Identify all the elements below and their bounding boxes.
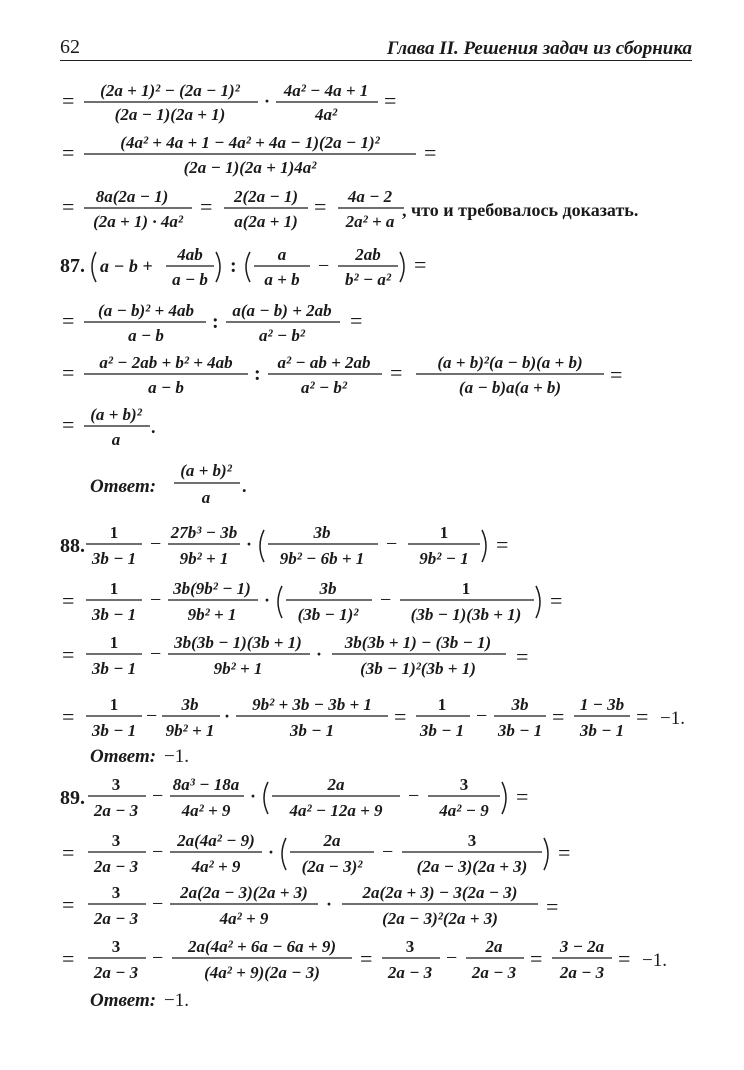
- p88b-den1: 3b − 1: [91, 605, 137, 624]
- svg-text:=: =: [360, 946, 373, 971]
- p88c-den2: 9b² + 1: [213, 659, 263, 678]
- p88c-den1: 3b − 1: [91, 659, 137, 678]
- l1-den1: (2a − 1)(2a + 1): [114, 105, 226, 124]
- ans87-num1: (a + b)²: [180, 461, 232, 480]
- problem-88-step-2: [0, 628, 744, 682]
- formula-line-3: [0, 180, 744, 234]
- p89a-num4: 3: [459, 775, 469, 794]
- p88d-num2: 3b: [181, 695, 199, 714]
- answer-89-value: −1.: [164, 990, 189, 1011]
- svg-text:=: =: [314, 194, 327, 219]
- p89c-den3: (2a − 3)²(2a + 3): [382, 909, 498, 928]
- svg-text::: :: [230, 255, 237, 277]
- svg-text:·: ·: [250, 786, 257, 806]
- p89b-den3: (2a − 3)²: [301, 857, 363, 876]
- p88d-den5: 3b − 1: [497, 721, 543, 740]
- p87a-pre: a − b +: [100, 256, 153, 276]
- p88d-den2: 9b² + 1: [165, 721, 215, 740]
- p89c-num1: 3: [111, 883, 121, 902]
- p89c-den1: 2a − 3: [93, 909, 139, 928]
- svg-text:·: ·: [326, 894, 333, 914]
- p88d-num6: 1 − 3b: [579, 695, 625, 714]
- p89a-den4: 4a² − 9: [439, 801, 489, 820]
- svg-text:=: =: [550, 588, 563, 613]
- svg-text:·: ·: [224, 706, 231, 726]
- p87a-num1: 4ab: [177, 245, 203, 264]
- p89d-num1: 3: [111, 937, 121, 956]
- p89b-den2: 4a² + 9: [191, 857, 241, 876]
- svg-text:·: ·: [268, 842, 275, 862]
- svg-text:−: −: [150, 589, 162, 611]
- svg-text:−: −: [152, 893, 164, 915]
- p89d-den5: 2a − 3: [559, 963, 605, 982]
- svg-text:=: =: [62, 140, 75, 165]
- p89c-den2: 4a² + 9: [219, 909, 269, 928]
- svg-text:=: =: [636, 704, 649, 729]
- svg-text:=: =: [62, 840, 75, 865]
- svg-text:=: =: [516, 644, 529, 669]
- p87c-den1: a − b: [148, 378, 184, 397]
- p89d-num4: 2a: [485, 937, 503, 956]
- l3-den2: a(2a + 1): [234, 212, 298, 231]
- problem-87-answer: [0, 456, 744, 512]
- p88c-den3: (3b − 1)²(3b + 1): [360, 659, 476, 678]
- p89b-num2: 2a(4a² − 9): [177, 831, 255, 850]
- p89a-den3: 4a² − 12a + 9: [289, 801, 383, 820]
- svg-text:−: −: [446, 947, 458, 969]
- conclusion-text: , что и требовалось доказать.: [402, 200, 639, 220]
- formula-line-2: [0, 128, 744, 180]
- svg-text:=: =: [558, 840, 571, 865]
- svg-text:=: =: [394, 704, 407, 729]
- svg-text:·: ·: [316, 644, 323, 664]
- svg-text:=: =: [610, 362, 623, 387]
- p88b-den2: 9b² + 1: [187, 605, 237, 624]
- p88b-num3: 3b: [319, 579, 337, 598]
- svg-text:=: =: [350, 308, 363, 333]
- p88a-num1: 1: [109, 523, 119, 542]
- p89a-den2: 4a² + 9: [181, 801, 231, 820]
- problem-87-number: 87.: [60, 255, 85, 277]
- svg-text:=: =: [390, 360, 403, 385]
- p89b-num3: 2a: [323, 831, 341, 850]
- l3-den1: (2a + 1) · 4a²: [93, 212, 183, 231]
- svg-text:−: −: [152, 841, 164, 863]
- p88a-num4: 1: [439, 523, 449, 542]
- svg-text:=: =: [62, 88, 75, 113]
- p87d-den1: a: [111, 430, 121, 449]
- svg-text:=: =: [530, 946, 543, 971]
- l3-num2: 2(2a − 1): [233, 187, 299, 206]
- p87a-num2: a: [277, 245, 287, 264]
- p87a-den1: a − b: [172, 270, 208, 289]
- problem-89-number: 89.: [60, 787, 85, 809]
- svg-text:=: =: [414, 252, 427, 277]
- p89a-den1: 2a − 3: [93, 801, 139, 820]
- l2-den1: (2a − 1)(2a + 1)4a²: [183, 158, 317, 177]
- svg-text:−: −: [146, 705, 158, 727]
- p88d-num5: 3b: [511, 695, 529, 714]
- l3-num1: 8a(2a − 1): [95, 187, 169, 206]
- p89d-den3: 2a − 3: [387, 963, 433, 982]
- p89d-num2: 2a(4a² + 6a − 6a + 9): [187, 937, 337, 956]
- p88a-num3: 3b: [313, 523, 331, 542]
- p87b-den1: a − b: [128, 326, 164, 345]
- svg-text:−: −: [152, 947, 164, 969]
- svg-text:=: =: [516, 784, 529, 809]
- p89c-num3: 2a(2a + 3) − 3(2a − 3): [362, 883, 518, 902]
- p88a-den4: 9b² − 1: [419, 549, 469, 568]
- l1-den2: 4a²: [314, 105, 338, 124]
- ans87-den1: a: [201, 488, 211, 507]
- svg-text:−: −: [152, 785, 164, 807]
- p87c-num2: a² − ab + 2ab: [277, 353, 371, 372]
- p88d-num3: 9b² + 3b − 3b + 1: [252, 695, 372, 714]
- svg-text:−: −: [382, 841, 394, 863]
- p89-result-value: −1.: [642, 950, 667, 971]
- svg-text:·: ·: [246, 534, 253, 554]
- svg-text:=: =: [62, 946, 75, 971]
- p89b-num4: 3: [467, 831, 477, 850]
- svg-text:−: −: [380, 589, 392, 611]
- problem-88-result: [0, 690, 744, 744]
- svg-text:=: =: [62, 360, 75, 385]
- p88-result-value: −1.: [660, 708, 685, 729]
- svg-text::: :: [212, 311, 219, 333]
- p87c-num3: (a + b)²(a − b)(a + b): [437, 353, 583, 372]
- svg-text:=: =: [62, 308, 75, 333]
- problem-88-number: 88.: [60, 535, 85, 557]
- svg-text:−: −: [318, 255, 330, 277]
- svg-text:=: =: [62, 704, 75, 729]
- p87c-den3: (a − b)a(a + b): [458, 378, 562, 397]
- l3-num3: 4a − 2: [347, 187, 393, 206]
- svg-text:.: .: [151, 417, 156, 437]
- problem-88-statement: [0, 518, 744, 572]
- svg-text:=: =: [62, 412, 75, 437]
- p88d-den4: 3b − 1: [419, 721, 465, 740]
- svg-text:·: ·: [264, 91, 271, 111]
- l3-den3: 2a² + a: [345, 212, 395, 231]
- p89d-den2: (4a² + 9)(2a − 3): [204, 963, 320, 982]
- svg-text:−: −: [386, 533, 398, 555]
- svg-text:−: −: [150, 643, 162, 665]
- svg-text:=: =: [62, 194, 75, 219]
- l1-num1: (2a + 1)² − (2a − 1)²: [100, 81, 240, 100]
- svg-text:=: =: [200, 194, 213, 219]
- p88c-num3: 3b(3b + 1) − (3b − 1): [344, 633, 492, 652]
- svg-text:.: .: [242, 476, 247, 496]
- p89c-num2: 2a(2a − 3)(2a + 3): [180, 883, 308, 902]
- p89b-num1: 3: [111, 831, 121, 850]
- problem-89-result: [0, 932, 744, 986]
- p87c-num1: a² − 2ab + b² + 4ab: [99, 353, 233, 372]
- p88d-num1: 1: [109, 695, 119, 714]
- page-header: [60, 34, 692, 61]
- svg-text:·: ·: [264, 590, 271, 610]
- svg-text:=: =: [62, 892, 75, 917]
- l2-num1: (4a² + 4a + 1 − 4a² + 4a − 1)(2a − 1)²: [120, 133, 380, 152]
- svg-text:=: =: [496, 532, 509, 557]
- problem-89-statement: [0, 770, 744, 824]
- svg-text:=: =: [62, 588, 75, 613]
- p87b-den2: a² − b²: [259, 326, 305, 345]
- answer-label-88: Ответ:: [90, 746, 157, 767]
- p88c-num2: 3b(3b − 1)(3b + 1): [174, 633, 302, 652]
- answer-label-87: Ответ:: [90, 476, 157, 497]
- svg-text:=: =: [62, 642, 75, 667]
- running-title: Глава II. Решения задач из сборника: [386, 38, 692, 59]
- problem-88-step-1: [0, 574, 744, 628]
- p87c-den2: a² − b²: [301, 378, 347, 397]
- p87a-den2: a + b: [264, 270, 300, 289]
- svg-text:=: =: [424, 140, 437, 165]
- problem-87-step-2: [0, 348, 744, 400]
- p88d-den1: 3b − 1: [91, 721, 137, 740]
- p89d-den1: 2a − 3: [93, 963, 139, 982]
- p88d-den6: 3b − 1: [579, 721, 625, 740]
- svg-text:−: −: [408, 785, 420, 807]
- p87b-num1: (a − b)² + 4ab: [98, 301, 194, 320]
- problem-87-result: [0, 400, 744, 452]
- svg-text::: :: [254, 363, 261, 385]
- p88b-num4: 1: [461, 579, 471, 598]
- p87d-num1: (a + b)²: [90, 405, 142, 424]
- p89b-den1: 2a − 3: [93, 857, 139, 876]
- p88d-den3: 3b − 1: [289, 721, 335, 740]
- svg-text:=: =: [546, 894, 559, 919]
- svg-text:−: −: [476, 705, 488, 727]
- l1-num2: 4a² − 4a + 1: [283, 81, 369, 100]
- answer-label-89: Ответ:: [90, 990, 157, 1011]
- p88a-den3: 9b² − 6b + 1: [279, 549, 365, 568]
- p88b-num1: 1: [109, 579, 119, 598]
- p89a-num3: 2a: [327, 775, 345, 794]
- problem-89-step-1: [0, 826, 744, 880]
- p89d-den4: 2a − 3: [471, 963, 517, 982]
- p88d-num4: 1: [437, 695, 447, 714]
- formula-line-1: [0, 76, 744, 126]
- p88a-den2: 9b² + 1: [179, 549, 229, 568]
- p88b-den3: (3b − 1)²: [297, 605, 359, 624]
- p88c-num1: 1: [109, 633, 119, 652]
- p87a-den3: b² − a²: [345, 270, 391, 289]
- svg-text:=: =: [384, 88, 397, 113]
- p88b-num2: 3b(9b² − 1): [173, 579, 251, 598]
- page-number: 62: [60, 36, 80, 58]
- p87b-num2: a(a − b) + 2ab: [232, 301, 332, 320]
- problem-87-step-1: [0, 296, 744, 348]
- svg-text:−: −: [150, 533, 162, 555]
- p88a-num2: 27b³ − 3b: [170, 523, 238, 542]
- p89a-num1: 3: [111, 775, 121, 794]
- problem-89-step-2: [0, 878, 744, 932]
- p88b-den4: (3b − 1)(3b + 1): [410, 605, 522, 624]
- p89a-num2: 8a³ − 18a: [172, 775, 240, 794]
- svg-text:=: =: [552, 704, 565, 729]
- problem-87-statement: [0, 238, 744, 294]
- p89d-num5: 3 − 2a: [559, 937, 605, 956]
- p88a-den1: 3b − 1: [91, 549, 137, 568]
- p87a-num3: 2ab: [355, 245, 381, 264]
- answer-88-value: −1.: [164, 746, 189, 767]
- p89b-den4: (2a − 3)(2a + 3): [416, 857, 528, 876]
- p89d-num3: 3: [405, 937, 415, 956]
- svg-text:=: =: [618, 946, 631, 971]
